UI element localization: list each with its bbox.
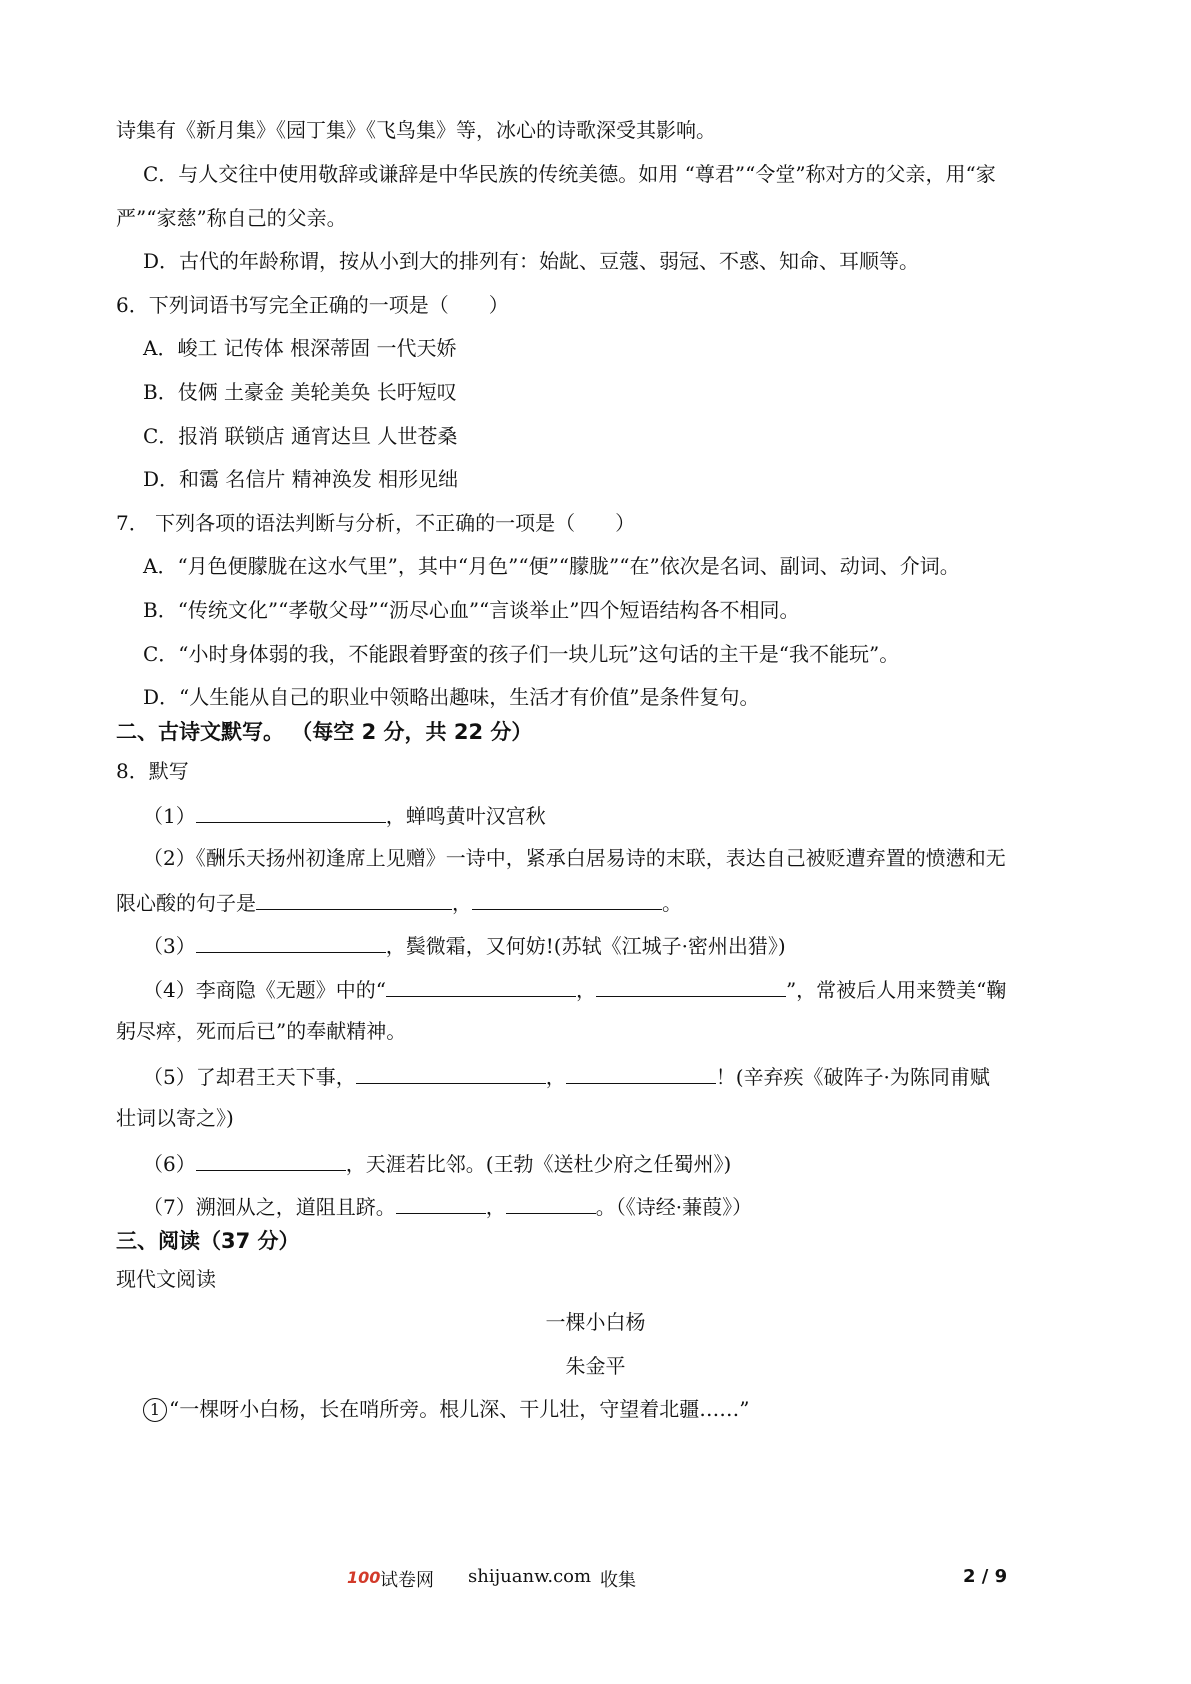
page-number: 2 / 9 <box>963 1566 1008 1587</box>
q8-item-1 <box>143 800 546 830</box>
q8-item-6 <box>143 1148 731 1178</box>
answer-blank[interactable] <box>396 1191 486 1214</box>
answer-blank[interactable] <box>506 1191 596 1214</box>
q5-option-b-continued: 诗集有《新月集》《园丁集》《飞鸟集》等，冰心的诗歌深受其影响。 <box>116 118 716 142</box>
item-7-text: （7）溯洄从之，道阻且跻。 <box>143 1195 396 1219</box>
q7-stem: 7． 下列各项的语法判断与分析，不正确的一项是（ ） <box>116 511 636 535</box>
paragraph-text: “一棵呀小白杨，长在哨所旁。根儿深、干儿壮，守望着北疆……” <box>169 1397 750 1421</box>
q7-option-c: C．“小时身体弱的我，不能跟着野蛮的孩子们一块儿玩”这句话的主干是“我不能玩”。 <box>143 642 900 666</box>
q8-item-3 <box>143 930 786 960</box>
q6-option-d: D．和霭 名信片 精神涣发 相形见绌 <box>143 467 459 491</box>
q8-item-2-line1: （2）《酬乐天扬州初逢席上见赠》一诗中，紧承白居易诗的末联，表达自己被贬遭弃置的愤懑和无 <box>143 846 1006 870</box>
item-4-text-end: ”，常被后人用来赞美“鞠 <box>785 978 1007 1002</box>
site-logo: 100 <box>347 1568 381 1587</box>
q5-option-c-line2: 严”“家慈”称自己的父亲。 <box>116 206 347 230</box>
paragraph-number: 1 <box>143 1398 167 1422</box>
answer-blank[interactable] <box>596 974 786 997</box>
article-paragraph-1 <box>143 1395 749 1423</box>
q8-item-2-line2 <box>116 887 682 917</box>
q6-option-a: A．峻工 记传体 根深蒂固 一代天娇 <box>143 336 457 360</box>
item-5-text-end: ！(辛弃疾《破阵子·为陈同甫赋 <box>715 1065 990 1089</box>
item-4-text: （4）李商隐《无题》中的“ <box>143 978 386 1002</box>
item-7-text-end: 。（《诗经·蒹葭》） <box>595 1195 753 1219</box>
q8-stem: 8．默写 <box>116 759 189 783</box>
comma: ， <box>545 1065 566 1089</box>
period: 。 <box>662 891 682 915</box>
section-3-heading: 三、阅读（37 分） <box>116 1229 300 1253</box>
site-name: 试卷网 <box>380 1570 434 1591</box>
answer-blank[interactable] <box>196 1148 346 1171</box>
comma: ， <box>485 1195 506 1219</box>
q7-option-b: B．“传统文化”“孝敬父母”“沥尽心血”“言谈举止”四个短语结构各不相同。 <box>143 598 800 622</box>
q6-stem: 6．下列词语书写完全正确的一项是（ ） <box>116 293 509 317</box>
collect-label: 收集 <box>600 1570 636 1591</box>
q8-item-4-line2: 躬尽瘁，死而后已”的奉献精神。 <box>116 1019 407 1043</box>
q8-item-5-line2: 壮词以寄之》) <box>116 1106 234 1130</box>
item-3-text: ，鬓微霜，又何妨!(苏轼《江城子·密州出猎》) <box>385 934 786 958</box>
item-6-text: ，天涯若比邻。(王勃《送杜少府之任蜀州》) <box>345 1152 732 1176</box>
reading-subheading: 现代文阅读 <box>116 1267 216 1291</box>
q8-item-4-line1 <box>143 974 1006 1004</box>
comma: ， <box>452 891 472 915</box>
item-1-number: （1） <box>143 804 196 828</box>
site-url: shijuanw.com <box>468 1566 592 1587</box>
q5-option-d: D．古代的年龄称谓，按从小到大的排列有：始龀、豆蔻、弱冠、不惑、知命、耳顺等。 <box>143 249 920 273</box>
item-2-text: 限心酸的句子是 <box>116 891 256 915</box>
q7-option-a: A．“月色便朦胧在这水气里”，其中“月色”“便”“朦胧”“在”依次是名词、副词、动词、介词。 <box>143 554 960 578</box>
page-footer <box>0 1566 1191 1596</box>
answer-blank[interactable] <box>472 887 662 910</box>
q5-option-c-line1: C．与人交往中使用敬辞或谦辞是中华民族的传统美德。如用 “尊君”“令堂”称对方的父亲，用“家 <box>143 162 996 186</box>
item-6-number: （6） <box>143 1152 196 1176</box>
answer-blank[interactable] <box>196 930 386 953</box>
item-5-text: （5）了却君王天下事， <box>143 1065 356 1089</box>
q6-option-b: B．伎俩 土豪金 美轮美奂 长吁短叹 <box>143 380 457 404</box>
q8-item-7 <box>143 1191 752 1221</box>
answer-blank[interactable] <box>196 800 386 823</box>
section-2-heading: 二、古诗文默写。 （每空 2 分，共 22 分） <box>116 720 533 744</box>
q7-option-d: D．“人生能从自己的职业中领略出趣味，生活才有价值”是条件复句。 <box>143 685 760 709</box>
comma: ， <box>575 978 596 1002</box>
answer-blank[interactable] <box>256 887 452 910</box>
item-3-number: （3） <box>143 934 196 958</box>
article-author: 朱金平 <box>565 1354 626 1378</box>
answer-blank[interactable] <box>356 1061 546 1084</box>
q6-option-c: C．报消 联锁店 通宵达旦 人世苍桑 <box>143 424 458 448</box>
item-1-text: ，蝉鸣黄叶汉宫秋 <box>385 804 546 828</box>
answer-blank[interactable] <box>386 974 576 997</box>
answer-blank[interactable] <box>566 1061 716 1084</box>
article-title: 一棵小白杨 <box>545 1310 646 1334</box>
q8-item-5-line1 <box>143 1061 990 1091</box>
